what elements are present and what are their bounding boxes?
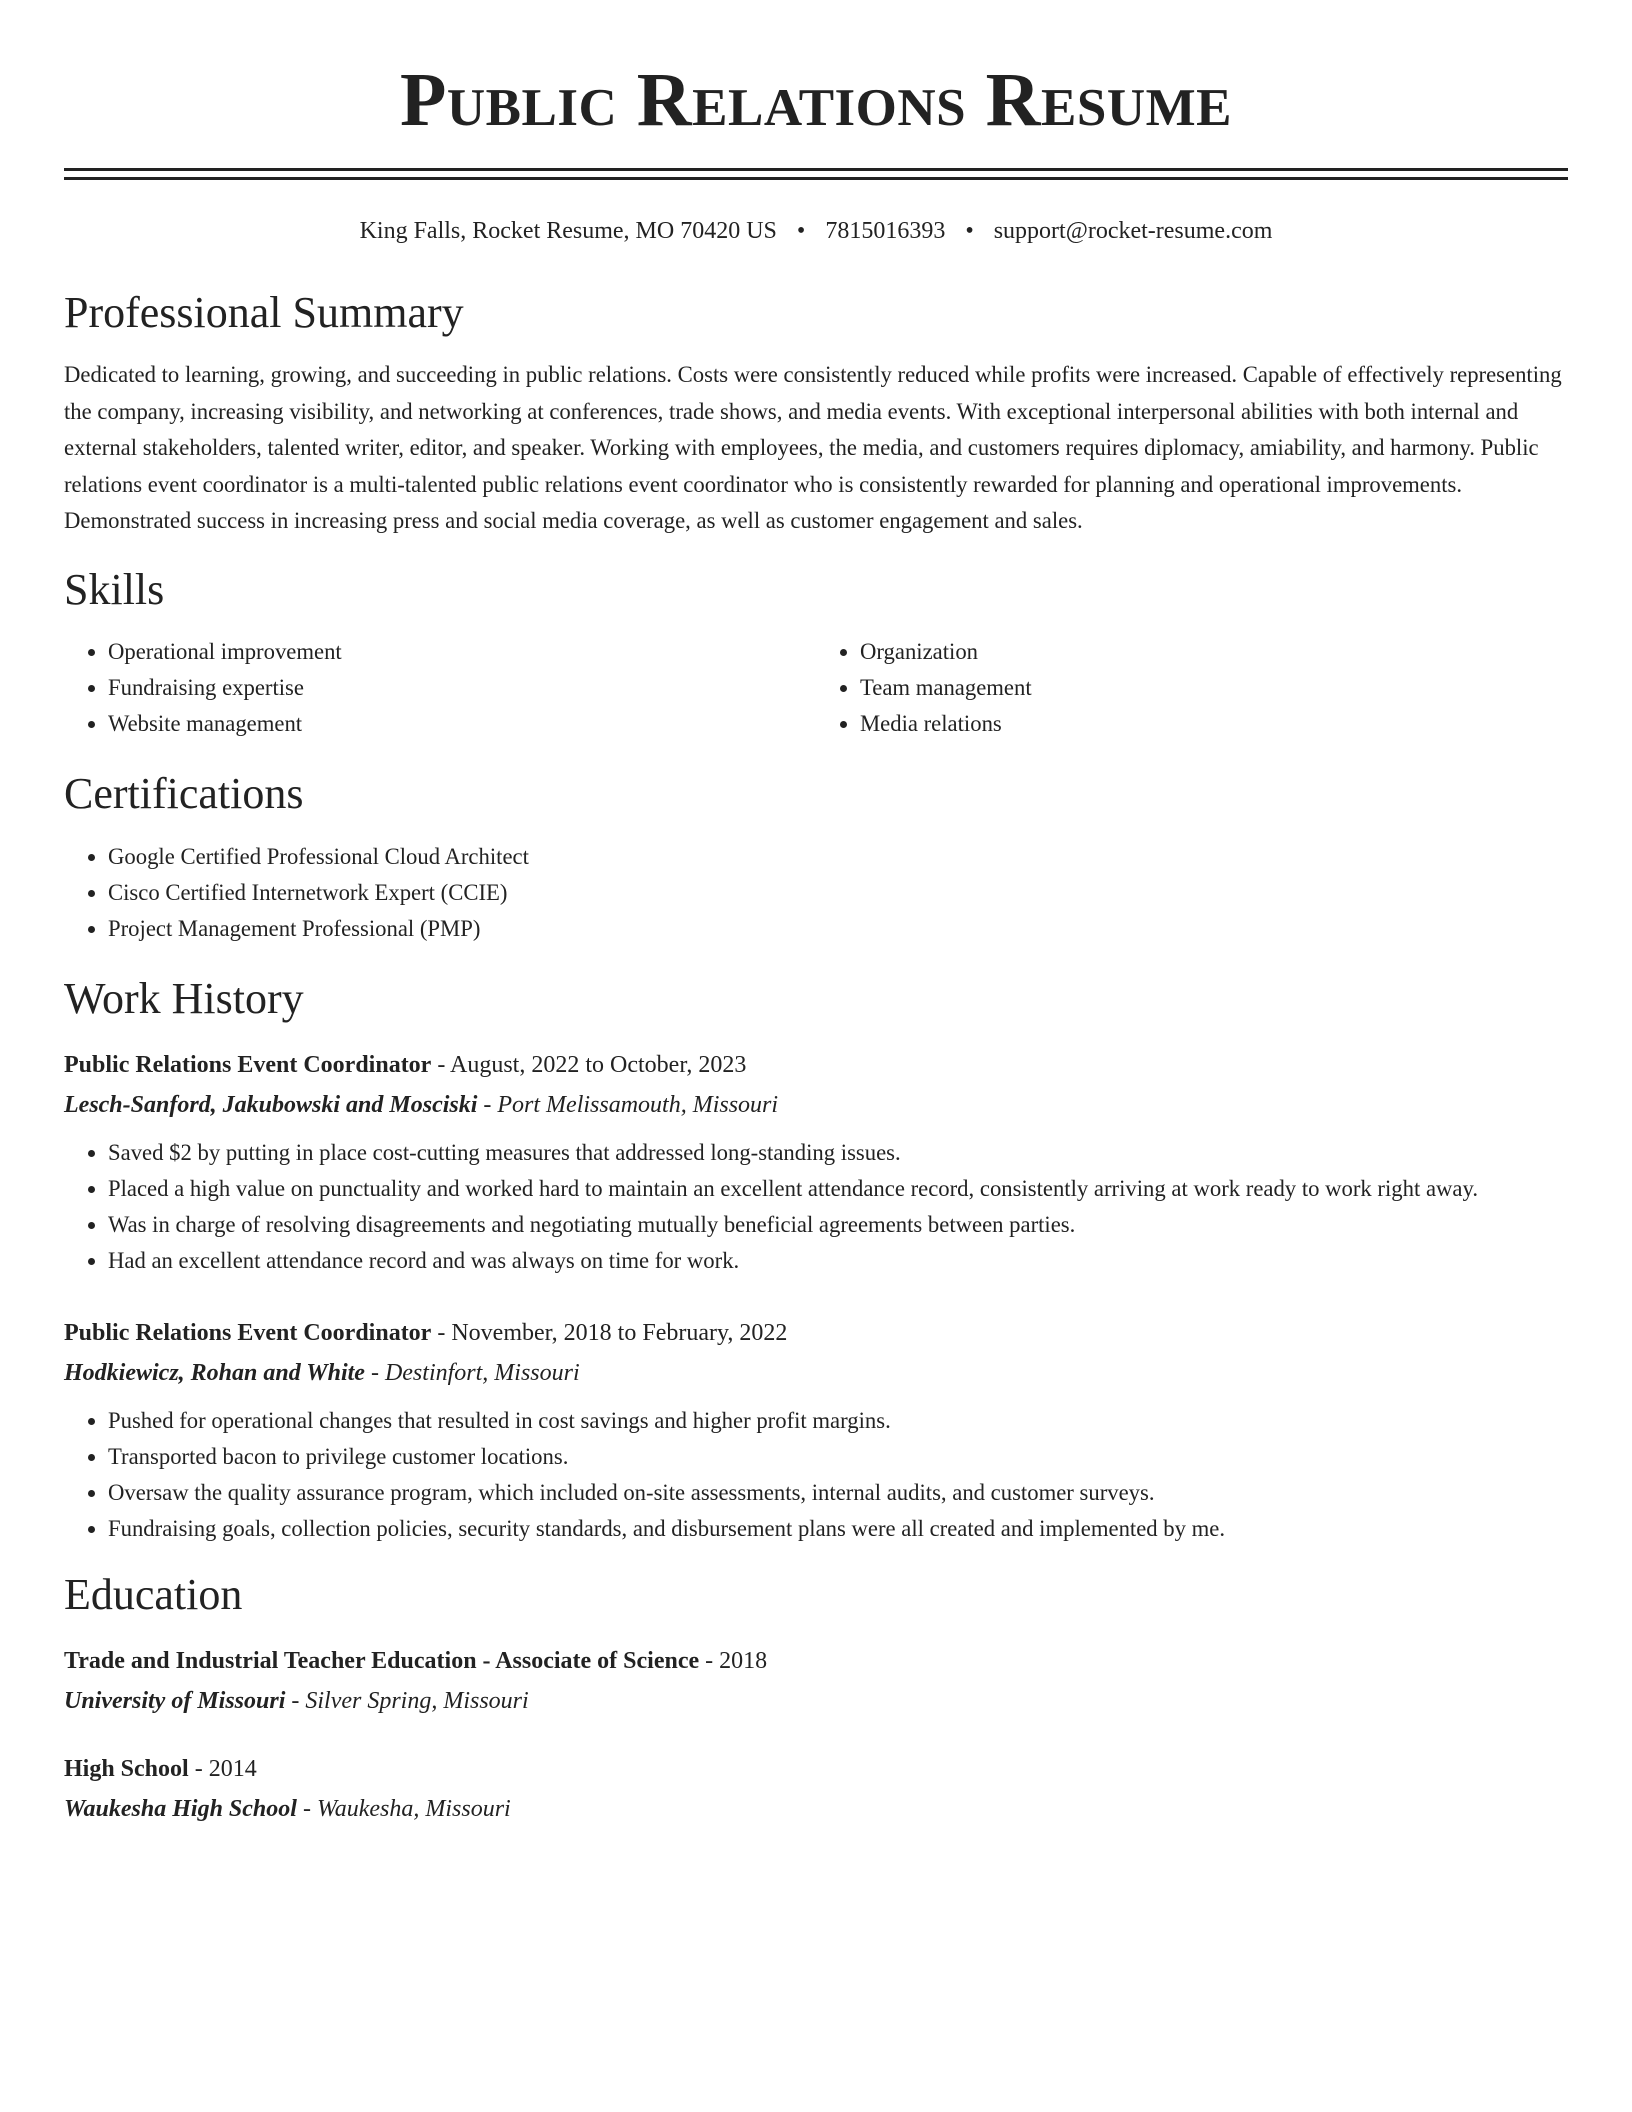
skill-item: • Fundraising expertise <box>108 670 816 706</box>
job-company-line <box>64 1353 1568 1393</box>
education-entry <box>64 1749 1568 1829</box>
job-bullet: • Was in charge of resolving disagreements and negotiating mutually beneficial agreements between parties. <box>108 1207 1568 1243</box>
certifications-section <box>64 770 1568 946</box>
education-heading: Education <box>64 1570 243 1620</box>
work-history-heading: Work History <box>64 973 304 1023</box>
job-dates: - August, 2022 to October, 2023 <box>431 1052 747 1079</box>
title-divider <box>64 168 1568 180</box>
job-dates: - November, 2018 to February, 2022 <box>431 1320 788 1347</box>
summary-heading: Professional Summary <box>64 288 464 337</box>
education-degree-line <box>64 1749 1568 1789</box>
job-bullet: • Pushed for operational changes that resulted in cost savings and higher profit margins. <box>108 1403 1568 1439</box>
skills-heading: Skills <box>64 564 165 614</box>
job-bullet: • Fundraising goals, collection policies, security standards, and disbursement plans were all created and implemented by me. <box>108 1511 1568 1547</box>
job-title: Public Relations Event Coordinator <box>64 1320 432 1347</box>
work-history-section <box>64 975 1568 1547</box>
certifications-heading: Certifications <box>64 769 304 819</box>
contact-separator: • <box>965 218 974 244</box>
contact-email: support@rocket-resume.com <box>993 218 1273 244</box>
education-degree: High School <box>64 1756 189 1783</box>
job-title: Public Relations Event Coordinator <box>64 1052 432 1079</box>
contact-phone: 7815016393 <box>825 218 946 244</box>
education-school-line <box>64 1681 1568 1721</box>
education-school-line <box>64 1789 1568 1829</box>
skills-list-left <box>64 634 816 742</box>
education-year: - 2014 <box>188 1756 257 1783</box>
skills-section <box>64 566 1568 742</box>
page-title: Public Relations Resume <box>399 58 1233 142</box>
job-entry <box>64 1313 1568 1547</box>
skill-item: • Operational improvement <box>108 634 816 670</box>
education-location: - Silver Spring, Missouri <box>285 1688 529 1715</box>
job-company: Hodkiewicz, Rohan and White <box>64 1360 365 1387</box>
job-title-line <box>64 1045 1568 1085</box>
certification-item: • Google Certified Professional Cloud Architect <box>108 839 1568 875</box>
job-bullets <box>64 1403 1568 1547</box>
education-school: University of Missouri <box>64 1688 286 1715</box>
job-entry <box>64 1045 1568 1279</box>
skill-item: • Website management <box>108 706 816 742</box>
education-degree-line <box>64 1641 1568 1681</box>
education-entry <box>64 1641 1568 1721</box>
job-location: - Port Melissamouth, Missouri <box>477 1092 779 1119</box>
education-degree: Trade and Industrial Teacher Education - Associate of Science <box>64 1648 700 1675</box>
job-bullet: • Had an excellent attendance record and was always on time for work. <box>108 1243 1568 1279</box>
certification-item: • Project Management Professional (PMP) <box>108 911 1568 947</box>
skills-list-right <box>816 634 1568 742</box>
skills-grid <box>64 634 1568 742</box>
education-year: - 2018 <box>699 1648 768 1675</box>
job-company-line <box>64 1085 1568 1125</box>
contact-separator: • <box>796 218 806 244</box>
education-location: - Waukesha, Missouri <box>296 1796 511 1823</box>
education-school: Waukesha High School <box>64 1796 297 1823</box>
certifications-list <box>64 839 1568 947</box>
job-bullet: • Placed a high value on punctuality and worked hard to maintain an excellent attendance record, consistently arriving at work ready to work right away. <box>108 1171 1568 1207</box>
contact-line <box>64 218 1568 245</box>
job-bullets <box>64 1135 1568 1279</box>
contact-address: King Falls, Rocket Resume, MO 70420 US <box>359 218 777 244</box>
skill-item: • Organization <box>860 634 1568 670</box>
job-company: Lesch-Sanford, Jakubowski and Mosciski <box>64 1092 478 1119</box>
education-section <box>64 1571 1568 1829</box>
job-location: - Destinfort, Missouri <box>364 1360 580 1387</box>
skill-item: • Team management <box>860 670 1568 706</box>
summary-text: Dedicated to learning, growing, and succeeding in public relations. Costs were consistently reduced while profits were increased. Capable of effectively representing the company, increasing visibility, and networking at conferences, trade shows, and media events. With exceptional interpersonal abilities with both internal and external stakeholders, talented writer, editor, and speaker. Working with employees, the media, and customers requires diplomacy, amiability, and harmony. Public relations event coordinator is a multi-talented public relations event coordinator who is consistently rewarded for planning and operational improvements. Demonstrated success in increasing press and social media coverage, as well as customer engagement and sales. <box>64 362 1562 534</box>
job-bullet: • Transported bacon to privilege customer locations. <box>108 1439 1568 1475</box>
certification-item: • Cisco Certified Internetwork Expert (CCIE) <box>108 875 1568 911</box>
job-title-line <box>64 1313 1568 1353</box>
job-bullet: • Oversaw the quality assurance program, which included on-site assessments, internal audits, and customer surveys. <box>108 1475 1568 1511</box>
skill-item: • Media relations <box>860 706 1568 742</box>
job-bullet: • Saved $2 by putting in place cost-cutting measures that addressed long-standing issues. <box>108 1135 1568 1171</box>
summary-section <box>64 289 1568 540</box>
